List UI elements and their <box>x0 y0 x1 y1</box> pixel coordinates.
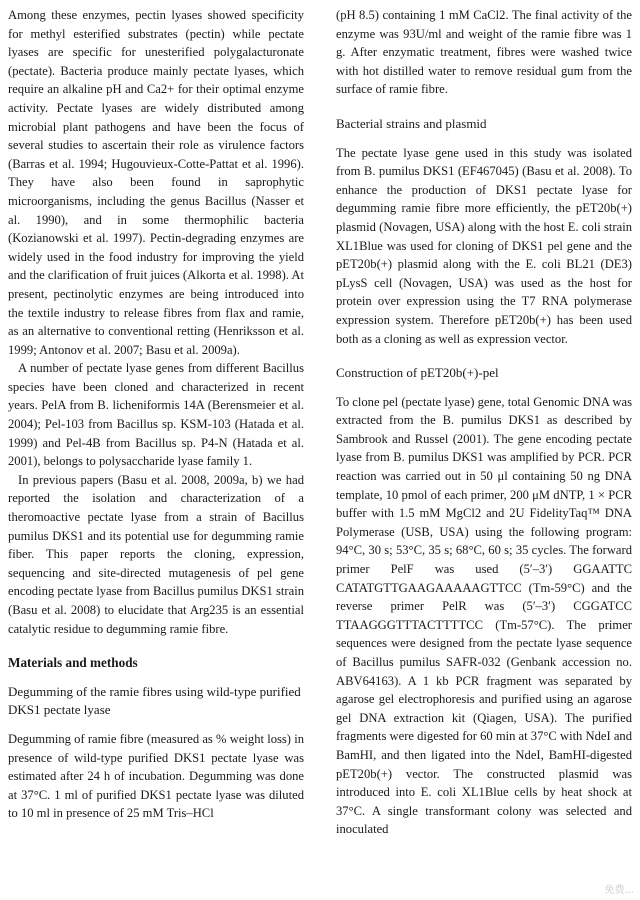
intro-paragraph-2: A number of pectate lyase genes from different Bacillus species have been cloned and characterized in recent years. PelA from B. licheniformis 14A (Berensmeier et al. 2004); Pel-103 from Bacillus sp. KSM-103 (Hatada et al. 1999) and Pel-4B from Bacillus sp. P4-N (Hatada et al. 2001), belongs to polysaccharide lyase family 1. <box>8 361 304 469</box>
strains-paragraph: The pectate lyase gene used in this study was isolated from B. pumilus DKS1 (EF467045) (Basu et al. 2008). To enhance the production of DKS1 pectate lyase for degumming ramie fibre more efficiently, the pET20b(+) plasmid (Novagen, USA) along with the host E. coli strain XL1Blue was used for cloning of DKS1 pel gene and the pET20b(+) plasmid along with the E. coli BL21 (DE3) pLysS cell (Novagen, USA) was used as the host for protein over expression using the T7 RNA polymerase expression system. Therefore pET20b(+) has been used both as a cloning as well as expression vector. <box>336 145 632 346</box>
degumming-paragraph: Degumming of ramie fibre (measured as % weight loss) in presence of wild-type purified DKS1 pectate lyase was estimated after 24 h of incubation. Degumming was done at 37°C. 1 ml of purified DKS1 pectate lyase was diluted to 10 ml in presence of 25 mM Tris–HCl <box>8 731 304 821</box>
construction-paragraph: To clone pel (pectate lyase) gene, total Genomic DNA was extracted from the B. pumilus DKS1 as described by Sambrook and Russel (2001). The gene encoding pectate lyase from B. pumilus DKS1 was amplified by PCR. PCR reaction was carried out in 50 μl containing 50 ng DNA template, 10 pmol of each primer, 200 μM dNTP, 1 × PCR buffer with 1.5 mM MgCl2 and 2U FidelityTaq™ DNA Polymerase (USB, USA) using the following program: 94°C, 30 s; 53°C, 35 s; 68°C, 60 s; 35 cycles. The forward primer PelF was used (5′–3′) GGAATTC CATATGTTGAAGAAAAAGTTCC (Tm-59°C) and the reverse primer PelR was (5′–3′) CGGATCC TTAAGGGTTTACTTTTCC (Tm-57°C). The primer sequences were designed from the pectate lyase sequence of Bacillus pumilus SAFR-032 (Genbank accession no. ABV64163). A 1 kb PCR fragment was separated by agarose gel electrophoresis and purified using an agarose gel DNA extraction kit (Qiagen, USA). The purified fragments were digested for 60 min at 37°C with NdeI and BamHI, and then ligated into the NdeI, BamHI-digested pET20b(+) vector. The constructed plasmid was introduced into E. coli XL1Blue cells by heat shock at 37°C. A single transformant colony was selected and inoculated <box>336 394 633 837</box>
intro-paragraph-3: In previous papers (Basu et al. 2008, 2009a, b) we had reported the isolation and characterization of a theromoactive pectate lyase from a strain of Bacillus pumilus DKS1 and its potential use for degumming ramie fiber. This paper reports the cloning, expression, sequencing and site-directed mutagenesis of pel gene encoding pectate lyase from Bacillus pumilus DKS1 strain (Basu et al. 2008) to elucidate that Arg235 is an essential catalytic residue to degumming ramie fibre. <box>8 472 304 636</box>
degumming-paragraph-continued: (pH 8.5) containing 1 mM CaCl2. The final activity of the enzyme was 93U/ml and weight of the ramie fibre was 1 g. After enzymatic treatment, fibres were washed twice with hot distilled water to remove residual gum from the surface of ramie fibre. <box>336 8 632 97</box>
subheading-construction: Construction of pET20b(+)-pel <box>336 365 499 381</box>
left-column <box>8 6 304 823</box>
intro-paragraph-1: Among these enzymes, pectin lyases showed specificity for methyl esterified substrates (pectin) while pectate lyases are specific for unesterified polygalacturonate (pectate). Bacteria produce mainly pectate lyases, which require an alkaline pH and Ca2+ for their optimal enzyme activity. Pectate lyases are widely distributed among microbial plant pathogens and have been the focus of several studies to ascertain their role as virulence factors (Barras et al. 1994; Hugouvieux-Cotte-Pattat et al. 1996). They have also been found in saprophytic microorganisms, including the genus Bacillus (Nasser et al. 1990), and in some thermophilic bacteria (Kozianowski et al. 1997). Pectin-degrading enzymes are widely used in the food industry for improving the yield and the clarification of fruit juices (Alkorta et al. 1998). At present, pectinolytic enzymes are being introduced into the textile industry to release fibres from flax and ramie, as an alternative to conventional retting (Henriksson et al. 1999; Antonov et al. 2007; Basu et al. 2009a). <box>8 8 304 357</box>
subheading-bacterial-strains: Bacterial strains and plasmid <box>336 115 487 131</box>
right-column <box>336 6 632 839</box>
subheading-degumming: Degumming of the ramie fibres using wild-type purified DKS1 pectate lyase <box>8 683 301 718</box>
watermark: 免费... <box>604 885 634 896</box>
section-heading-materials-methods: Materials and methods <box>8 655 138 671</box>
